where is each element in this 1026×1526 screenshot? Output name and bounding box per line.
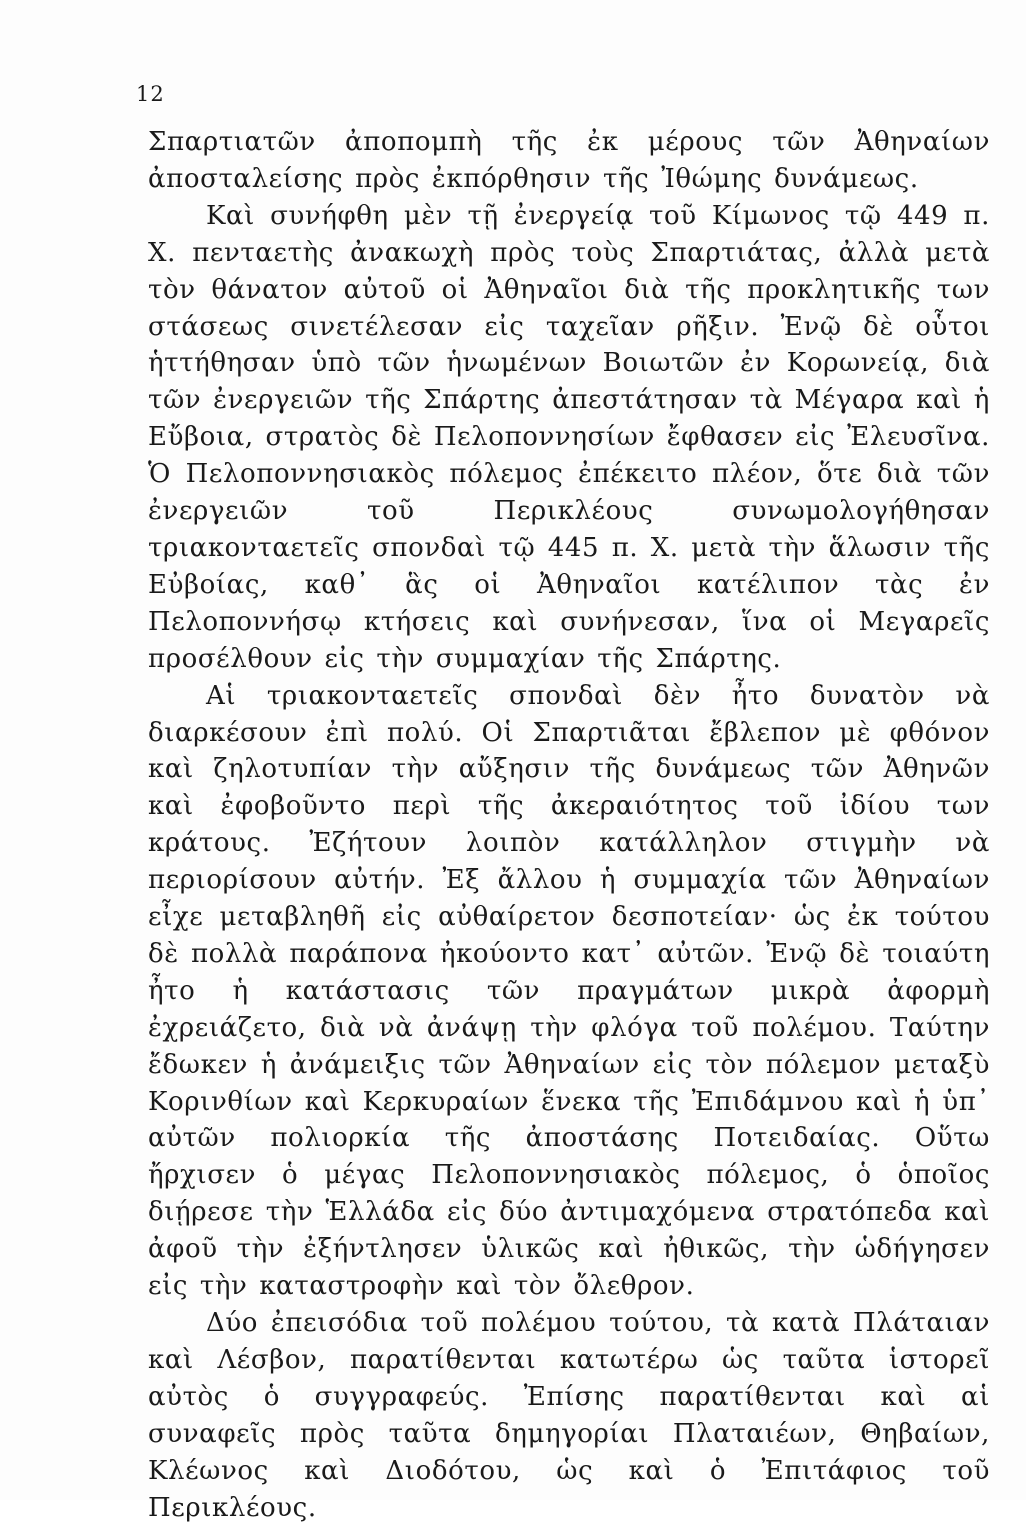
paragraph: Σπαρτιατῶν ἀποπομπὴ τῆς ἐκ μέρους τῶν Ἀθηναίων ἀποσταλείσης πρὸς ἐκπόρθησιν τῆς Ἰθώμης δυνάμεως. xyxy=(148,127,990,194)
paragraph: Δύο ἐπεισόδια τοῦ πολέμου τούτου, τὰ κατὰ Πλάταιαν καὶ Λέσβον, παρατίθενται κατωτέρω ὡς ταῦτα ἱστορεῖ αὐτὸς ὁ συγγραφεύς. Ἐπίσης παρατίθενται καὶ αἱ συναφεῖς πρὸς ταῦτα δημηγορίαι Πλαταιέων, Θηβαίων, Κλέωνος καὶ Διοδότου, ὡς καὶ ὁ Ἐπιτάφιος τοῦ Περικλέους. xyxy=(148,1308,990,1523)
page-number: 12 xyxy=(136,82,165,106)
body-text xyxy=(148,124,990,1526)
paragraph: Καὶ συνήφθη μὲν τῇ ἐνεργείᾳ τοῦ Κίμωνος τῷ 449 π. Χ. πενταετὴς ἀνακωχὴ πρὸς τοὺς Σπαρτιάτας, ἀλλὰ μετὰ τὸν θάνατον αὐτοῦ οἱ Ἀθηναῖοι διὰ τῆς προκλητικῆς των στάσεως σινετέλεσαν εἰς ταχεῖαν ρῆξιν. Ἐνῷ δὲ οὗτοι ἡττήθησαν ὑπὸ τῶν ἡνωμένων Βοιωτῶν ἐν Κορωνείᾳ, διὰ τῶν ἐνεργειῶν τῆς Σπάρτης ἀπεστάτησαν τὰ Μέγαρα καὶ ἡ Εὔβοια, στρατὸς δὲ Πελοποννησίων ἔφθασεν εἰς Ἐλευσῖνα. Ὁ Πελοποννησιακὸς πόλεμος ἐπέκειτο πλέον, ὅτε διὰ τῶν ἐνεργειῶν τοῦ Περικλέους συνωμολογήθησαν τριακονταετεῖς σπονδαὶ τῷ 445 π. Χ. μετὰ τὴν ἅλωσιν τῆς Εὐβοίας, καθ᾽ ἃς οἱ Ἀθηναῖοι κατέλιπον τὰς ἐν Πελοποννήσῳ κτήσεις καὶ συνήνεσαν, ἵνα οἱ Μεγαρεῖς προσέλθουν εἰς τὴν συμμαχίαν τῆς Σπάρτης. xyxy=(148,200,990,674)
paragraph: Αἱ τριακονταετεῖς σπονδαὶ δὲν ἦτο δυνατὸν νὰ διαρκέσουν ἐπὶ πολύ. Οἱ Σπαρτιᾶται ἔβλεπον μὲ φθόνον καὶ ζηλοτυπίαν τὴν αὔξησιν τῆς δυνάμεως τῶν Ἀθηνῶν καὶ ἐφοβοῦντο περὶ τῆς ἀκεραιότητος τοῦ ἰδίου των κράτους. Ἐζήτουν λοιπὸν κατάλληλον στιγμὴν νὰ περιορίσουν αὐτήν. Ἐξ ἄλλου ἡ συμμαχία τῶν Ἀθηναίων εἶχε μεταβληθῆ εἰς αὐθαίρετον δεσποτείαν· ὡς ἐκ τούτου δὲ πολλὰ παράπονα ἠκούοντο κατ᾽ αὐτῶν. Ἐνῷ δὲ τοιαύτη ἦτο ἡ κατάστασις τῶν πραγμάτων μικρὰ ἀφορμὴ ἐχρειάζετο, διὰ νὰ ἀνάψῃ τὴν φλόγα τοῦ πολέμου. Ταύτην ἔδωκεν ἡ ἀνάμειξις τῶν Ἀθηναίων εἰς τὸν πόλεμον μεταξὺ Κορινθίων καὶ Κερκυραίων ἕνεκα τῆς Ἐπιδάμνου καὶ ἡ ὑπ᾽ αὐτῶν πολιορκία τῆς ἀποστάσης Ποτειδαίας. Οὕτω ἤρχισεν ὁ μέγας Πελοποννησιακὸς πόλεμος, ὁ ὁποῖος διῄρεσε τὴν Ἑλλάδα εἰς δύο ἀντιμαχόμενα στρατόπεδα καὶ ἀφοῦ τὴν ἐξήντλησεν ὑλικῶς καὶ ἠθικῶς, τὴν ὡδήγησεν εἰς τὴν καταστροφὴν καὶ τὸν ὄλεθρον. xyxy=(148,680,990,1302)
